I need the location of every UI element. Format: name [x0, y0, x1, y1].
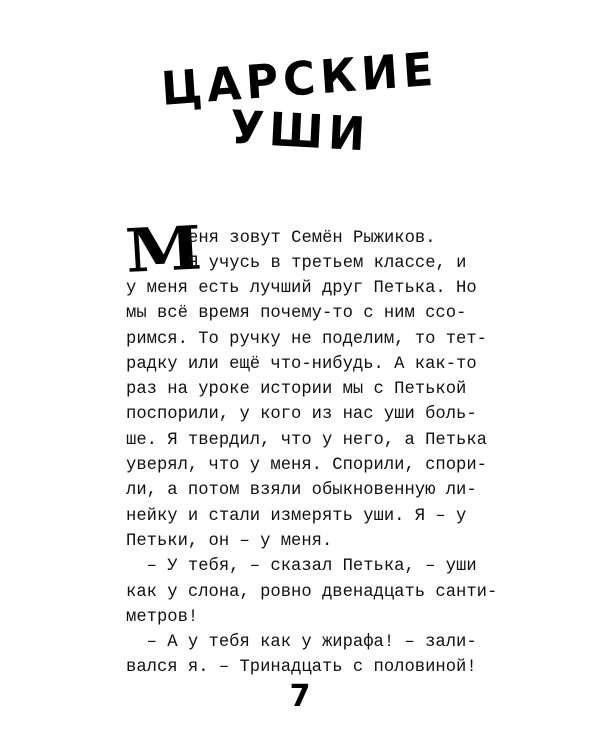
text-line: вался я. – Тринадцать с половиной!	[126, 658, 477, 678]
text-line: римся. То ручку не поделим, то тет-	[126, 329, 487, 349]
text-line: ше. Я твердил, что у него, а Петька	[126, 430, 487, 450]
text-line: нейку и стали измерять уши. Я – у	[126, 506, 467, 526]
text-line: раз на уроке истории мы с Петькой	[126, 380, 467, 400]
text-line: метров!	[126, 607, 199, 627]
text-line: Петьки, он – у меня.	[126, 531, 333, 551]
page-number: 7	[289, 679, 311, 714]
text-line: у меня есть лучший друг Петька. Но	[126, 279, 477, 298]
text-line: – А у тебя как у жирафа! – зали-	[126, 633, 477, 653]
body-text	[126, 276, 498, 681]
title-text-1: ЦАРСКИЕ	[159, 42, 441, 117]
first-paragraph-line-2: Я учусь в третьем классе, и	[188, 254, 467, 273]
chapter-title-line-2	[0, 100, 600, 163]
drop-cap-letter: М	[123, 213, 204, 287]
text-line: ли, а потом взяли обыкновенную ли-	[126, 481, 477, 501]
text-line: как у слона, ровно двенадцать санти-	[126, 582, 498, 602]
text-line: уверял, что у меня. Спорили, спори-	[126, 456, 487, 476]
text-line: мы всё время почему-то с ним ссо-	[126, 304, 467, 324]
first-paragraph-line-1: еня зовут Семён Рыжиков.	[188, 229, 436, 248]
text-line: – У тебя, – сказал Петька, – уши	[126, 557, 477, 577]
text-line: поспорили, у кого из нас уши боль-	[126, 405, 477, 425]
chapter-title-line-1	[0, 42, 600, 117]
title-text-2: УШИ	[228, 100, 372, 163]
text-line: радку или ещё что-нибудь. А как-то	[126, 354, 477, 374]
